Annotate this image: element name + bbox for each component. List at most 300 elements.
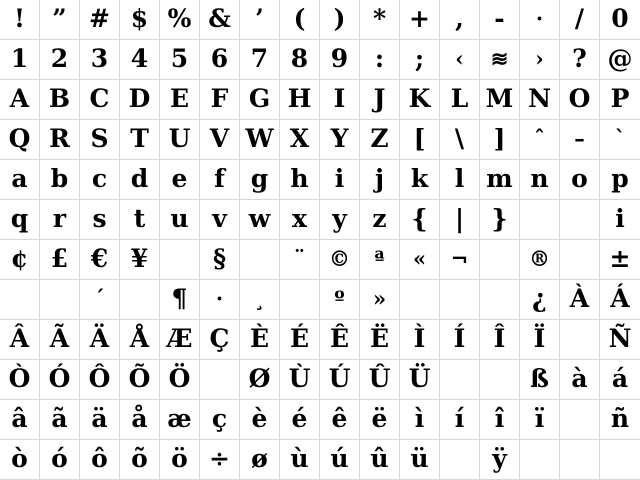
glyph: ø bbox=[251, 444, 268, 473]
glyph: ) bbox=[333, 4, 346, 33]
glyph: Q bbox=[8, 124, 31, 153]
glyph: º bbox=[334, 286, 345, 311]
glyph: y bbox=[332, 204, 347, 233]
glyph: ë bbox=[371, 404, 388, 433]
glyph-cell[interactable] bbox=[440, 440, 480, 480]
glyph: Ü bbox=[408, 364, 431, 393]
glyph: ß bbox=[530, 364, 549, 393]
glyph-cell[interactable] bbox=[120, 160, 160, 200]
glyph-cell[interactable] bbox=[160, 40, 200, 80]
glyph: Ô bbox=[88, 364, 111, 393]
glyph-cell[interactable] bbox=[240, 240, 280, 280]
glyph: ÷ bbox=[209, 444, 230, 473]
glyph-cell[interactable] bbox=[0, 400, 40, 440]
glyph: ] bbox=[493, 124, 506, 153]
glyph-cell[interactable] bbox=[0, 120, 40, 160]
glyph-cell[interactable] bbox=[200, 80, 240, 120]
glyph-cell[interactable] bbox=[280, 40, 320, 80]
glyph-cell[interactable] bbox=[40, 120, 80, 160]
glyph: W bbox=[245, 124, 274, 153]
glyph-cell[interactable] bbox=[600, 40, 640, 80]
glyph-cell[interactable] bbox=[280, 320, 320, 360]
glyph-cell[interactable] bbox=[40, 40, 80, 80]
glyph-cell[interactable] bbox=[440, 80, 480, 120]
glyph-cell[interactable] bbox=[160, 360, 200, 400]
glyph: k bbox=[410, 164, 429, 193]
glyph-cell[interactable] bbox=[560, 320, 600, 360]
glyph-cell[interactable] bbox=[360, 360, 400, 400]
glyph-cell[interactable] bbox=[240, 160, 280, 200]
glyph-cell[interactable] bbox=[600, 240, 640, 280]
glyph: 2 bbox=[50, 44, 69, 73]
glyph-cell[interactable] bbox=[320, 400, 360, 440]
glyph: › bbox=[535, 46, 544, 71]
glyph: î bbox=[494, 404, 505, 433]
glyph: 9 bbox=[330, 44, 349, 73]
glyph-cell[interactable] bbox=[600, 400, 640, 440]
glyph: z bbox=[372, 204, 387, 233]
glyph: V bbox=[209, 124, 230, 153]
glyph: ® bbox=[529, 246, 550, 271]
glyph: © bbox=[329, 246, 350, 271]
glyph: ì bbox=[414, 404, 425, 433]
glyph-cell[interactable] bbox=[0, 280, 40, 320]
glyph-cell[interactable] bbox=[240, 80, 280, 120]
glyph: ª bbox=[374, 246, 385, 271]
glyph-cell[interactable] bbox=[200, 240, 240, 280]
glyph-cell[interactable] bbox=[520, 40, 560, 80]
glyph-cell[interactable] bbox=[520, 400, 560, 440]
glyph-cell[interactable] bbox=[80, 280, 120, 320]
glyph-cell[interactable] bbox=[40, 440, 80, 480]
glyph-cell[interactable] bbox=[320, 160, 360, 200]
glyph-cell[interactable] bbox=[120, 400, 160, 440]
glyph: M bbox=[485, 84, 514, 113]
glyph: i bbox=[615, 204, 625, 233]
glyph-cell[interactable] bbox=[80, 360, 120, 400]
glyph-cell[interactable] bbox=[200, 280, 240, 320]
glyph-cell[interactable] bbox=[120, 120, 160, 160]
glyph-cell[interactable] bbox=[200, 40, 240, 80]
glyph: \ bbox=[454, 124, 465, 153]
glyph-cell[interactable] bbox=[160, 0, 200, 40]
glyph: À bbox=[569, 284, 590, 313]
glyph: å bbox=[131, 404, 148, 433]
glyph-cell[interactable] bbox=[240, 200, 280, 240]
glyph: 1 bbox=[10, 44, 29, 73]
glyph: ¿ bbox=[532, 284, 547, 313]
glyph-cell[interactable] bbox=[520, 240, 560, 280]
glyph-cell[interactable] bbox=[440, 320, 480, 360]
glyph-cell[interactable] bbox=[560, 160, 600, 200]
glyph-cell[interactable] bbox=[520, 280, 560, 320]
glyph-cell[interactable] bbox=[400, 360, 440, 400]
glyph-cell[interactable] bbox=[480, 160, 520, 200]
glyph-cell[interactable] bbox=[320, 0, 360, 40]
glyph-cell[interactable] bbox=[200, 120, 240, 160]
glyph: û bbox=[370, 444, 389, 473]
glyph-cell[interactable] bbox=[400, 320, 440, 360]
glyph: Ø bbox=[248, 364, 271, 393]
glyph: h bbox=[290, 164, 309, 193]
glyph-cell[interactable] bbox=[440, 360, 480, 400]
glyph-cell[interactable] bbox=[600, 0, 640, 40]
glyph-cell[interactable] bbox=[520, 440, 560, 480]
glyph: u bbox=[170, 204, 189, 233]
glyph-cell[interactable] bbox=[200, 160, 240, 200]
glyph-cell[interactable] bbox=[160, 240, 200, 280]
glyph-cell[interactable] bbox=[360, 160, 400, 200]
glyph: Ï bbox=[533, 324, 546, 353]
glyph: I bbox=[333, 84, 346, 113]
glyph: » bbox=[372, 286, 387, 311]
glyph: á bbox=[611, 364, 629, 393]
glyph: 3 bbox=[90, 44, 109, 73]
glyph-cell[interactable] bbox=[520, 320, 560, 360]
glyph-cell[interactable] bbox=[80, 400, 120, 440]
glyph-cell[interactable] bbox=[400, 80, 440, 120]
glyph-cell[interactable] bbox=[280, 400, 320, 440]
glyph: Õ bbox=[128, 364, 151, 393]
glyph-cell[interactable] bbox=[40, 360, 80, 400]
glyph: p bbox=[611, 164, 629, 193]
glyph: ó bbox=[51, 444, 68, 473]
glyph: H bbox=[287, 84, 312, 113]
glyph-cell[interactable] bbox=[120, 440, 160, 480]
glyph: ¬ bbox=[450, 246, 469, 271]
glyph: æ bbox=[167, 404, 192, 433]
glyph-cell[interactable] bbox=[320, 320, 360, 360]
glyph-cell[interactable] bbox=[600, 320, 640, 360]
glyph-cell[interactable] bbox=[360, 320, 400, 360]
glyph-cell[interactable] bbox=[520, 0, 560, 40]
glyph: Y bbox=[330, 124, 349, 153]
glyph-cell[interactable] bbox=[480, 440, 520, 480]
glyph: ? bbox=[572, 44, 587, 73]
glyph: 5 bbox=[170, 44, 189, 73]
glyph-cell[interactable] bbox=[320, 440, 360, 480]
glyph-cell[interactable] bbox=[440, 40, 480, 80]
glyph-cell[interactable] bbox=[480, 320, 520, 360]
glyph-cell[interactable] bbox=[600, 80, 640, 120]
glyph: e bbox=[171, 164, 188, 193]
glyph-cell[interactable] bbox=[200, 400, 240, 440]
glyph-cell[interactable] bbox=[600, 440, 640, 480]
glyph: g bbox=[250, 164, 269, 193]
glyph: j bbox=[374, 164, 385, 193]
glyph-cell[interactable] bbox=[480, 0, 520, 40]
glyph-cell[interactable] bbox=[560, 240, 600, 280]
glyph-cell[interactable] bbox=[120, 320, 160, 360]
glyph-cell[interactable] bbox=[360, 120, 400, 160]
glyph: ù bbox=[290, 444, 309, 473]
glyph-cell[interactable] bbox=[0, 360, 40, 400]
glyph: X bbox=[289, 124, 310, 153]
glyph: Û bbox=[368, 364, 391, 393]
glyph-cell[interactable] bbox=[520, 200, 560, 240]
glyph: Z bbox=[370, 124, 389, 153]
glyph: Â bbox=[9, 324, 30, 353]
glyph-cell[interactable] bbox=[320, 280, 360, 320]
glyph: ≋ bbox=[490, 46, 509, 71]
glyph-cell[interactable] bbox=[40, 80, 80, 120]
glyph: c bbox=[91, 164, 108, 193]
glyph-cell[interactable] bbox=[480, 400, 520, 440]
glyph: ò bbox=[11, 444, 28, 473]
glyph-cell[interactable] bbox=[80, 0, 120, 40]
glyph: D bbox=[128, 84, 151, 113]
glyph: ¢ bbox=[10, 244, 29, 273]
glyph: ö bbox=[171, 444, 188, 473]
glyph-cell[interactable] bbox=[400, 120, 440, 160]
glyph: d bbox=[130, 164, 149, 193]
glyph: l bbox=[454, 164, 465, 193]
glyph: ú bbox=[330, 444, 349, 473]
glyph-cell[interactable] bbox=[280, 0, 320, 40]
glyph: ‹ bbox=[455, 46, 464, 71]
glyph: ä bbox=[91, 404, 108, 433]
glyph-cell[interactable] bbox=[480, 360, 520, 400]
glyph-cell[interactable] bbox=[520, 80, 560, 120]
glyph-cell[interactable] bbox=[560, 440, 600, 480]
glyph: @ bbox=[607, 44, 633, 73]
glyph: % bbox=[167, 4, 192, 33]
glyph-cell[interactable] bbox=[520, 360, 560, 400]
glyph-cell[interactable] bbox=[160, 440, 200, 480]
glyph-cell[interactable] bbox=[40, 200, 80, 240]
glyph: ñ bbox=[610, 404, 630, 433]
glyph-cell[interactable] bbox=[400, 40, 440, 80]
glyph-cell[interactable] bbox=[80, 80, 120, 120]
glyph-cell[interactable] bbox=[0, 160, 40, 200]
glyph-cell[interactable] bbox=[280, 160, 320, 200]
glyph-cell[interactable] bbox=[440, 240, 480, 280]
glyph: q bbox=[10, 204, 29, 233]
glyph-cell[interactable] bbox=[600, 160, 640, 200]
glyph-cell[interactable] bbox=[0, 40, 40, 80]
glyph-cell[interactable] bbox=[280, 200, 320, 240]
glyph-cell[interactable] bbox=[600, 280, 640, 320]
glyph-cell[interactable] bbox=[560, 200, 600, 240]
glyph-cell[interactable] bbox=[0, 80, 40, 120]
glyph: / bbox=[574, 4, 585, 33]
glyph-cell[interactable] bbox=[160, 320, 200, 360]
glyph-cell[interactable] bbox=[40, 240, 80, 280]
glyph-cell[interactable] bbox=[440, 280, 480, 320]
glyph: £ bbox=[50, 244, 69, 273]
glyph-cell[interactable] bbox=[120, 80, 160, 120]
glyph-cell[interactable] bbox=[440, 400, 480, 440]
glyph-cell[interactable] bbox=[80, 440, 120, 480]
glyph-cell[interactable] bbox=[280, 120, 320, 160]
glyph: i bbox=[334, 164, 345, 193]
glyph-cell[interactable] bbox=[160, 200, 200, 240]
glyph-cell[interactable] bbox=[80, 200, 120, 240]
glyph-cell[interactable] bbox=[320, 40, 360, 80]
glyph-cell[interactable] bbox=[0, 440, 40, 480]
glyph: È bbox=[249, 324, 270, 353]
glyph: Ö bbox=[168, 364, 191, 393]
glyph-cell[interactable] bbox=[200, 440, 240, 480]
glyph-cell[interactable] bbox=[80, 240, 120, 280]
glyph-cell[interactable] bbox=[560, 80, 600, 120]
glyph: § bbox=[212, 244, 227, 273]
glyph-cell[interactable] bbox=[40, 280, 80, 320]
glyph-cell[interactable] bbox=[360, 40, 400, 80]
glyph-cell[interactable] bbox=[320, 120, 360, 160]
glyph-cell[interactable] bbox=[400, 0, 440, 40]
glyph-cell[interactable] bbox=[400, 280, 440, 320]
glyph-cell[interactable] bbox=[360, 80, 400, 120]
glyph-cell[interactable] bbox=[600, 200, 640, 240]
glyph-cell[interactable] bbox=[120, 280, 160, 320]
glyph: ¶ bbox=[171, 284, 188, 313]
glyph-cell[interactable] bbox=[560, 360, 600, 400]
glyph: r bbox=[52, 204, 67, 233]
glyph-cell[interactable] bbox=[240, 120, 280, 160]
glyph-cell[interactable] bbox=[160, 120, 200, 160]
glyph-cell[interactable] bbox=[400, 160, 440, 200]
glyph-cell[interactable] bbox=[80, 120, 120, 160]
glyph: F bbox=[210, 84, 229, 113]
glyph-cell[interactable] bbox=[600, 360, 640, 400]
glyph: ’ bbox=[255, 4, 264, 33]
glyph-cell[interactable] bbox=[320, 200, 360, 240]
glyph-cell[interactable] bbox=[200, 0, 240, 40]
glyph-cell[interactable] bbox=[320, 80, 360, 120]
glyph-cell[interactable] bbox=[360, 200, 400, 240]
glyph-cell[interactable] bbox=[560, 120, 600, 160]
glyph-cell[interactable] bbox=[200, 200, 240, 240]
glyph-cell[interactable] bbox=[280, 80, 320, 120]
glyph-cell[interactable] bbox=[560, 280, 600, 320]
glyph-cell[interactable] bbox=[400, 240, 440, 280]
glyph: ´ bbox=[94, 286, 105, 311]
glyph-cell[interactable] bbox=[480, 40, 520, 80]
glyph-cell[interactable] bbox=[480, 80, 520, 120]
glyph-cell[interactable] bbox=[440, 120, 480, 160]
glyph-cell[interactable] bbox=[0, 240, 40, 280]
glyph-cell[interactable] bbox=[240, 280, 280, 320]
glyph: – bbox=[574, 126, 585, 151]
glyph: # bbox=[89, 4, 110, 33]
glyph: Ó bbox=[48, 364, 71, 393]
glyph-cell[interactable] bbox=[80, 160, 120, 200]
glyph: Ê bbox=[329, 324, 350, 353]
glyph-cell[interactable] bbox=[480, 120, 520, 160]
glyph-cell[interactable] bbox=[480, 200, 520, 240]
glyph-cell[interactable] bbox=[120, 40, 160, 80]
glyph-cell[interactable] bbox=[120, 0, 160, 40]
glyph-cell[interactable] bbox=[560, 40, 600, 80]
glyph-cell[interactable] bbox=[320, 240, 360, 280]
glyph-cell[interactable] bbox=[0, 0, 40, 40]
glyph: m bbox=[486, 164, 513, 193]
glyph-cell[interactable] bbox=[200, 320, 240, 360]
glyph-cell[interactable] bbox=[360, 440, 400, 480]
glyph-cell[interactable] bbox=[360, 0, 400, 40]
glyph-cell[interactable] bbox=[600, 120, 640, 160]
glyph: 6 bbox=[210, 44, 229, 73]
glyph-cell[interactable] bbox=[160, 400, 200, 440]
glyph: , bbox=[455, 4, 464, 33]
glyph: à bbox=[571, 364, 588, 393]
glyph-cell[interactable] bbox=[560, 0, 600, 40]
glyph: â bbox=[11, 404, 28, 433]
glyph-cell[interactable] bbox=[120, 360, 160, 400]
glyph-cell[interactable] bbox=[160, 80, 200, 120]
glyph: T bbox=[130, 124, 149, 153]
glyph-cell[interactable] bbox=[400, 400, 440, 440]
glyph-cell[interactable] bbox=[0, 320, 40, 360]
glyph: Æ bbox=[166, 324, 193, 353]
glyph: Á bbox=[610, 284, 630, 313]
glyph-cell[interactable] bbox=[120, 200, 160, 240]
glyph-cell[interactable] bbox=[440, 200, 480, 240]
glyph: * bbox=[372, 4, 387, 33]
glyph-cell[interactable] bbox=[240, 360, 280, 400]
glyph: è bbox=[251, 404, 268, 433]
glyph-cell[interactable] bbox=[280, 440, 320, 480]
glyph: ï bbox=[534, 404, 545, 433]
glyph-cell[interactable] bbox=[160, 160, 200, 200]
glyph-cell[interactable] bbox=[440, 0, 480, 40]
glyph-cell[interactable] bbox=[440, 160, 480, 200]
glyph-cell[interactable] bbox=[520, 160, 560, 200]
glyph-cell[interactable] bbox=[240, 0, 280, 40]
glyph-cell[interactable] bbox=[360, 280, 400, 320]
glyph: · bbox=[215, 286, 224, 311]
glyph: Ì bbox=[413, 324, 426, 353]
glyph-cell[interactable] bbox=[40, 320, 80, 360]
glyph-cell[interactable] bbox=[480, 240, 520, 280]
glyph-cell[interactable] bbox=[400, 200, 440, 240]
glyph-cell[interactable] bbox=[280, 240, 320, 280]
glyph: w bbox=[248, 204, 271, 233]
glyph: É bbox=[289, 324, 310, 353]
glyph-cell[interactable] bbox=[200, 360, 240, 400]
glyph-cell[interactable] bbox=[400, 440, 440, 480]
glyph: Ú bbox=[328, 364, 351, 393]
glyph-cell[interactable] bbox=[240, 440, 280, 480]
glyph-cell[interactable] bbox=[280, 280, 320, 320]
glyph-cell[interactable] bbox=[40, 160, 80, 200]
glyph-cell[interactable] bbox=[320, 360, 360, 400]
glyph-cell[interactable] bbox=[240, 40, 280, 80]
glyph-cell[interactable] bbox=[0, 200, 40, 240]
glyph: ü bbox=[410, 444, 429, 473]
glyph: A bbox=[9, 84, 30, 113]
glyph: B bbox=[48, 84, 71, 113]
glyph: a bbox=[11, 164, 28, 193]
glyph: - bbox=[494, 4, 505, 33]
glyph-cell[interactable] bbox=[360, 240, 400, 280]
glyph-cell[interactable] bbox=[520, 120, 560, 160]
glyph-cell[interactable] bbox=[80, 320, 120, 360]
glyph-cell[interactable] bbox=[240, 400, 280, 440]
glyph-cell[interactable] bbox=[480, 280, 520, 320]
glyph-cell[interactable] bbox=[360, 400, 400, 440]
glyph-cell[interactable] bbox=[40, 400, 80, 440]
glyph: P bbox=[610, 84, 630, 113]
glyph-cell[interactable] bbox=[560, 400, 600, 440]
glyph-cell[interactable] bbox=[280, 360, 320, 400]
glyph-cell[interactable] bbox=[120, 240, 160, 280]
glyph-cell[interactable] bbox=[240, 320, 280, 360]
glyph-cell[interactable] bbox=[160, 280, 200, 320]
glyph-cell[interactable] bbox=[40, 0, 80, 40]
glyph-cell[interactable] bbox=[80, 40, 120, 80]
